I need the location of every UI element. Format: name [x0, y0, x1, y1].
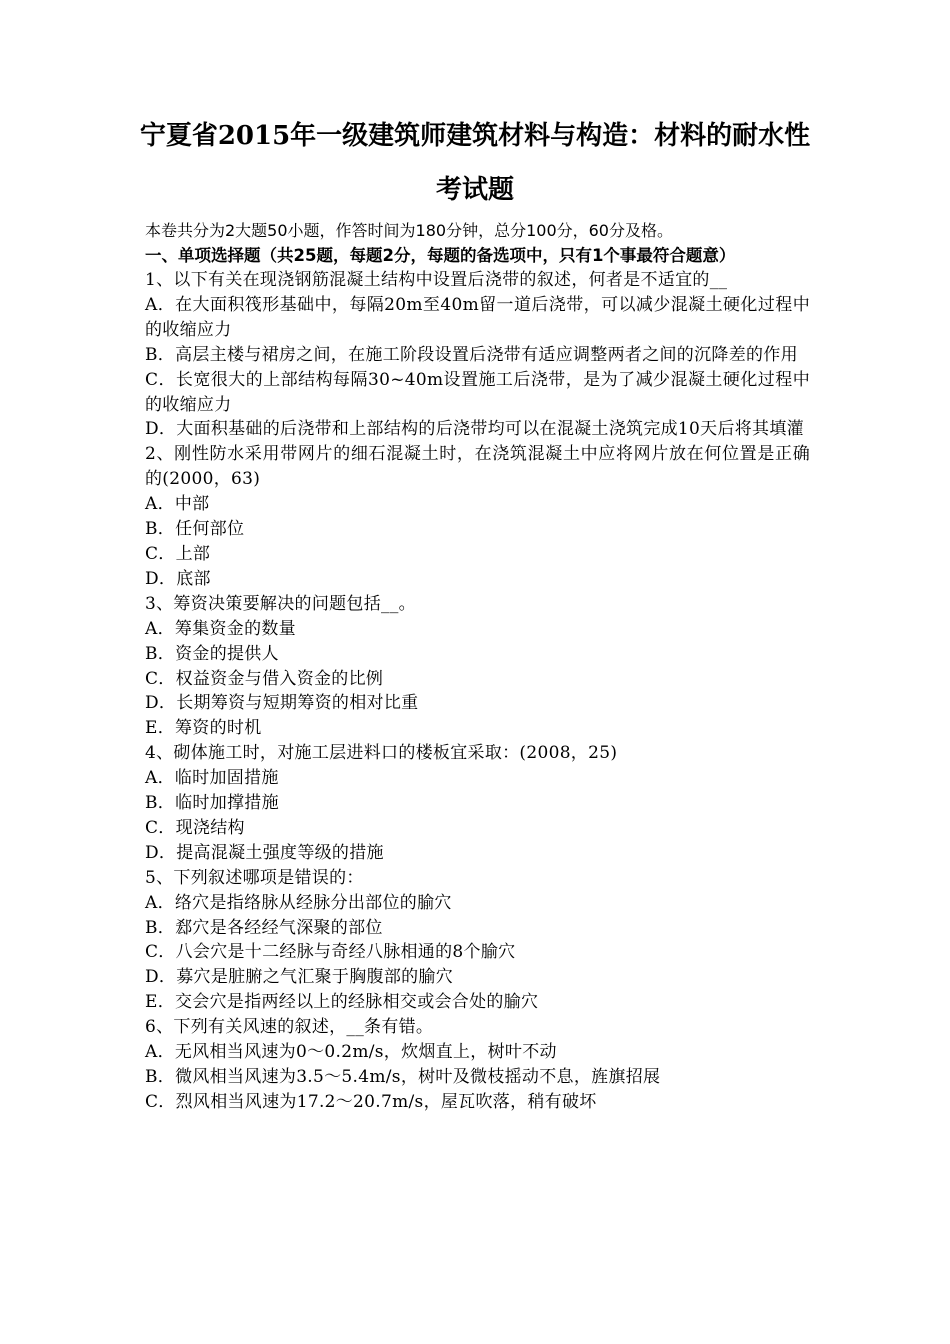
answer-option: D．提高混凝土强度等级的措施 [145, 842, 384, 863]
exam-intro: 本卷共分为2大题50小题，作答时间为180分钟，总分100分，60分及格。 [145, 221, 673, 240]
answer-option: A．在大面积筏形基础中，每隔20m至40m留一道后浇带，可以减少混凝土硬化过程中的收缩应力 [145, 294, 810, 340]
answer-option: C．上部 [145, 543, 211, 564]
answer-option: D．底部 [145, 568, 211, 589]
answer-option: E．交会穴是指两经以上的经脉相交或会合处的腧穴 [145, 992, 539, 1013]
question-stem: 4、砌体施工时，对施工层进料口的楼板宜采取：(2008，25) [145, 743, 618, 764]
answer-option: C．权益资金与借入资金的比例 [145, 668, 384, 689]
answer-option: B．资金的提供人 [145, 643, 279, 664]
answer-option: B．郄穴是各经经气深聚的部位 [145, 917, 383, 938]
document-body [145, 219, 810, 1115]
answer-option: B．任何部位 [145, 519, 245, 540]
document-title-line-2: 考试题 [435, 175, 514, 205]
question-stem: 1、以下有关在现浇钢筋混凝土结构中设置后浇带的叙述，何者是不适宜的__ [145, 270, 728, 290]
question-stem: 3、筹资决策要解决的问题包括__。 [145, 593, 416, 614]
question-stem: 5、下列叙述哪项是错误的： [145, 867, 364, 888]
question-block [145, 592, 810, 741]
section-heading: 一、单项选择题（共25题，每题2分，每题的备选项中，只有1个事最符合题意） [145, 245, 736, 265]
question-stem: 2、刚性防水采用带网片的细石混凝土时，在浇筑混凝土中应将网片放在何位置是正确的(2000，63) [145, 444, 810, 490]
answer-option: A．临时加固措施 [145, 768, 279, 789]
question-list [145, 268, 810, 1115]
answer-option: C．现浇结构 [145, 817, 245, 838]
answer-option: A．无风相当风速为0～0.2m/s，炊烟直上，树叶不动 [145, 1042, 557, 1063]
answer-option: A．中部 [145, 494, 210, 515]
answer-option: D．大面积基础的后浇带和上部结构的后浇带均可以在混凝土浇筑完成10天后将其填灌 [145, 419, 804, 440]
answer-option: B．微风相当风速为3.5～5.4m/s，树叶及微枝摇动不息，旌旗招展 [145, 1067, 661, 1087]
answer-option: E．筹资的时机 [145, 718, 262, 739]
question-stem: 6、下列有关风速的叙述，__条有错。 [145, 1017, 434, 1038]
answer-option: D．长期筹资与短期筹资的相对比重 [145, 693, 419, 714]
question-block [145, 268, 810, 442]
answer-option: C．长宽很大的上部结构每隔30~40m设置施工后浇带，是为了减少混凝土硬化过程中的收缩应力 [145, 369, 810, 415]
answer-option: C．八会穴是十二经脉与奇经八脉相通的8个腧穴 [145, 942, 516, 963]
answer-option: A．筹集资金的数量 [145, 618, 296, 639]
answer-option: A．络穴是指络脉从经脉分出部位的腧穴 [145, 892, 452, 913]
question-block [145, 741, 810, 866]
answer-option: C．烈风相当风速为17.2～20.7m/s，屋瓦吹落，稍有破坏 [145, 1091, 597, 1112]
question-block [145, 442, 810, 591]
document-title-line-1: 宁夏省2015年一级建筑师建筑材料与构造：材料的耐水性 [139, 121, 811, 151]
answer-option: B．临时加撑措施 [145, 793, 279, 814]
question-block [145, 1015, 810, 1115]
answer-option: B．高层主楼与裙房之间，在施工阶段设置后浇带有适应调整两者之间的沉降差的作用 [145, 344, 798, 365]
question-block [145, 866, 810, 1015]
answer-option: D．募穴是脏腑之气汇聚于胸腹部的腧穴 [145, 967, 454, 988]
